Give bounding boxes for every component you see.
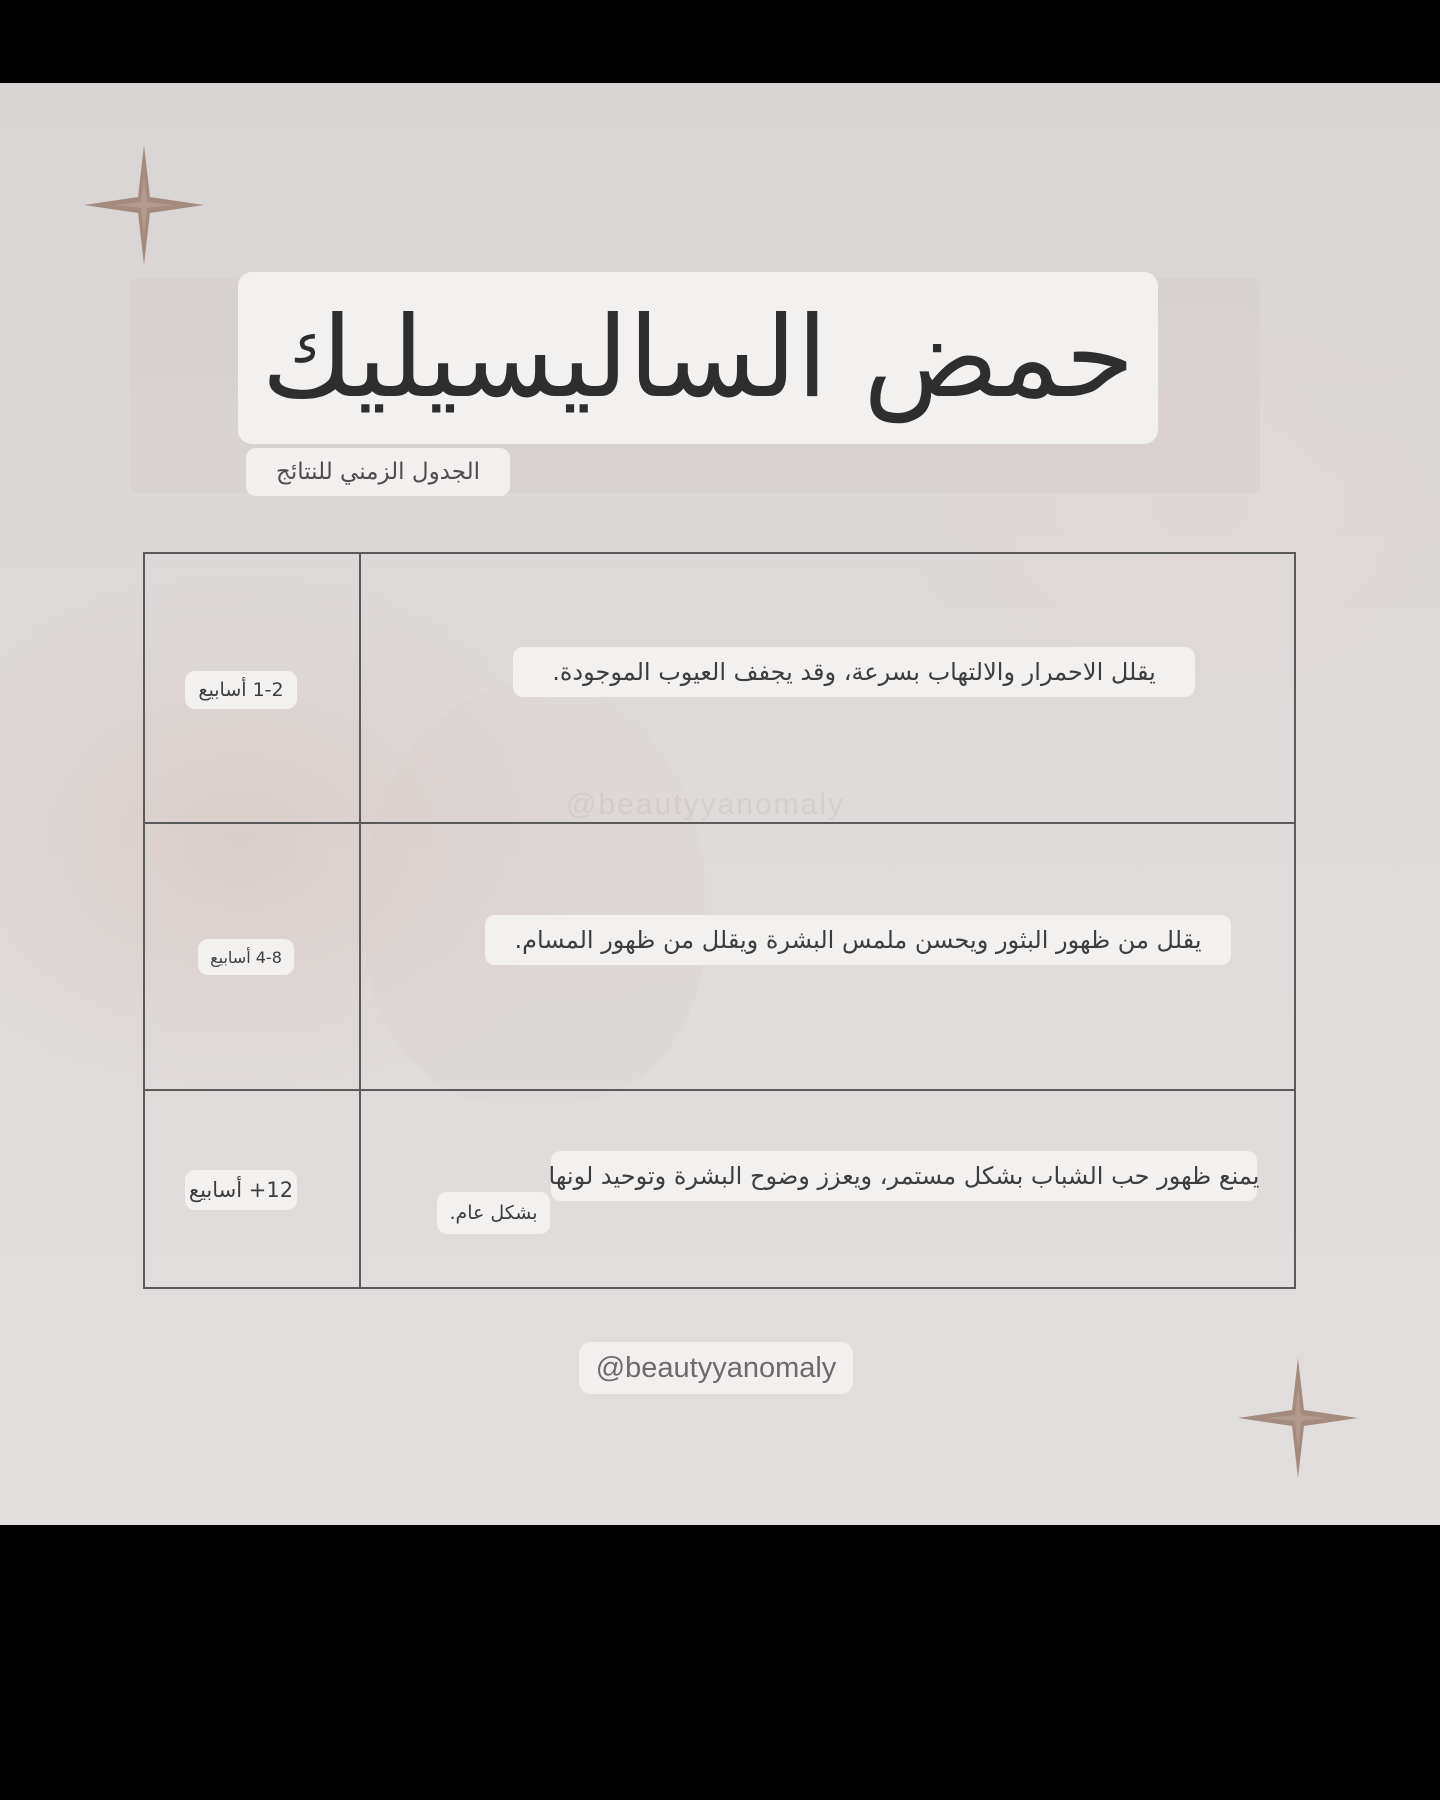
social-handle: @beautyyanomaly xyxy=(595,1351,837,1384)
infographic-card xyxy=(0,83,1440,1525)
period-label xyxy=(185,1170,297,1210)
sparkle-star-icon xyxy=(84,145,204,265)
row-divider xyxy=(145,1089,1294,1091)
sparkle-star-icon xyxy=(1238,1358,1358,1478)
period-text: 1-2 أسابيع xyxy=(198,679,284,701)
period-label xyxy=(185,671,297,709)
period-text: 4-8 أسابيع xyxy=(210,947,282,967)
row-divider xyxy=(145,822,1294,824)
page-subtitle: الجدول الزمني للنتائج xyxy=(275,459,481,485)
result-text: يقلل من ظهور البثور ويحسن ملمس البشرة ويقلل من ظهور المسام. xyxy=(514,926,1202,954)
period-label xyxy=(198,939,294,975)
watermark: @beautyyanomaly xyxy=(566,788,845,821)
column-divider xyxy=(359,554,361,1287)
result-text-continued-box xyxy=(437,1192,550,1234)
result-text: يقلل الاحمرار والالتهاب بسرعة، وقد يجفف العيوب الموجودة. xyxy=(552,658,1156,686)
handle-box xyxy=(579,1342,853,1394)
title-box xyxy=(238,272,1158,444)
page-title: حمض الساليسيليك xyxy=(261,293,1135,423)
subtitle-box xyxy=(246,448,510,496)
result-text-box xyxy=(548,1151,1260,1201)
result-text-box xyxy=(485,915,1231,965)
result-text: يمنع ظهور حب الشباب بشكل مستمر، ويعزز وضوح البشرة وتوحيد لونها xyxy=(548,1162,1260,1190)
period-text: 12+ أسابيع xyxy=(188,1178,294,1202)
result-text-box xyxy=(513,647,1195,697)
result-text-continued: بشكل عام. xyxy=(449,1202,538,1224)
results-table xyxy=(143,552,1296,1289)
